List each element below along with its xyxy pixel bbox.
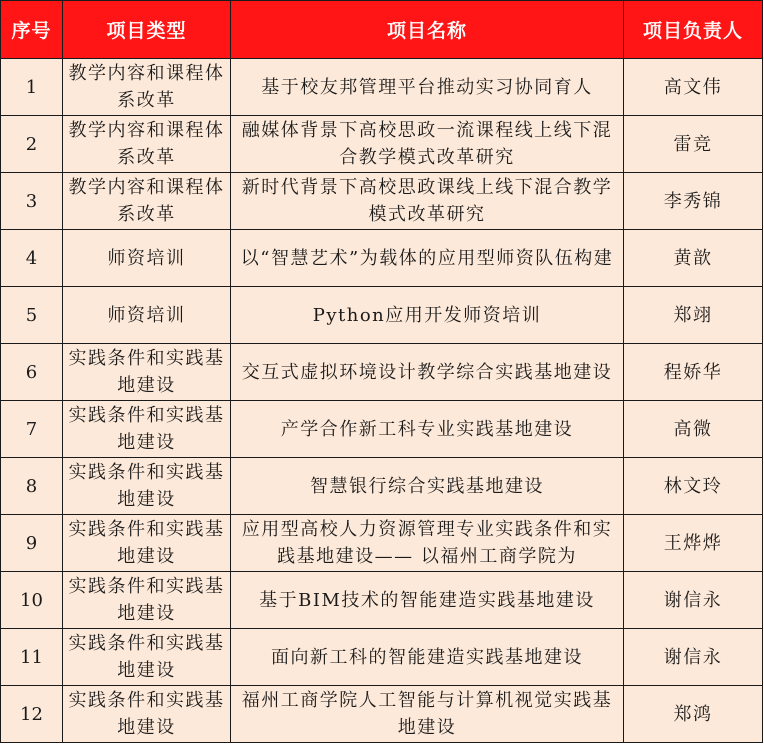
cell-name: 产学合作新工科专业实践基地建设 — [231, 401, 624, 458]
cell-type: 实践条件和实践基地建设 — [63, 629, 231, 686]
table-row — [1, 59, 763, 116]
header-lead: 项目负责人 — [624, 1, 763, 59]
cell-name: 福州工商学院人工智能与计算机视觉实践基地建设 — [231, 686, 624, 743]
table-row — [1, 629, 763, 686]
table-body — [1, 59, 763, 743]
cell-name: 基于校友邦管理平台推动实习协同育人 — [231, 59, 624, 116]
cell-lead: 高文伟 — [624, 59, 763, 116]
cell-lead: 雷竞 — [624, 116, 763, 173]
cell-no: 12 — [1, 686, 63, 743]
table-row — [1, 344, 763, 401]
cell-type: 实践条件和实践基地建设 — [63, 686, 231, 743]
cell-no: 5 — [1, 287, 63, 344]
cell-no: 3 — [1, 173, 63, 230]
table-row — [1, 401, 763, 458]
cell-lead: 郑鸿 — [624, 686, 763, 743]
cell-no: 11 — [1, 629, 63, 686]
cell-lead: 谢信永 — [624, 572, 763, 629]
cell-lead: 程娇华 — [624, 344, 763, 401]
cell-lead: 王烨烨 — [624, 515, 763, 572]
cell-type: 教学内容和课程体系改革 — [63, 116, 231, 173]
table-row — [1, 458, 763, 515]
cell-name: 面向新工科的智能建造实践基地建设 — [231, 629, 624, 686]
cell-no: 10 — [1, 572, 63, 629]
cell-no: 7 — [1, 401, 63, 458]
cell-name: 交互式虚拟环境设计教学综合实践基地建设 — [231, 344, 624, 401]
cell-type: 师资培训 — [63, 287, 231, 344]
cell-no: 1 — [1, 59, 63, 116]
cell-no: 6 — [1, 344, 63, 401]
cell-name: 以“智慧艺术”为载体的应用型师资队伍构建 — [231, 230, 624, 287]
cell-lead: 林文玲 — [624, 458, 763, 515]
cell-no: 4 — [1, 230, 63, 287]
cell-lead: 李秀锦 — [624, 173, 763, 230]
cell-type: 教学内容和课程体系改革 — [63, 173, 231, 230]
cell-type: 实践条件和实践基地建设 — [63, 572, 231, 629]
cell-name: 智慧银行综合实践基地建设 — [231, 458, 624, 515]
cell-lead: 高微 — [624, 401, 763, 458]
cell-name: 新时代背景下高校思政课线上线下混合教学模式改革研究 — [231, 173, 624, 230]
cell-type: 实践条件和实践基地建设 — [63, 401, 231, 458]
cell-type: 师资培训 — [63, 230, 231, 287]
cell-name: 融媒体背景下高校思政一流课程线上线下混合教学模式改革研究 — [231, 116, 624, 173]
cell-type: 实践条件和实践基地建设 — [63, 344, 231, 401]
cell-lead: 郑翊 — [624, 287, 763, 344]
table-row — [1, 287, 763, 344]
cell-no: 9 — [1, 515, 63, 572]
header-row — [1, 1, 763, 59]
table-row — [1, 230, 763, 287]
table-row — [1, 572, 763, 629]
cell-no: 2 — [1, 116, 63, 173]
cell-type: 教学内容和课程体系改革 — [63, 59, 231, 116]
table-row — [1, 173, 763, 230]
cell-no: 8 — [1, 458, 63, 515]
cell-lead: 黄歆 — [624, 230, 763, 287]
header-no: 序号 — [1, 1, 63, 59]
header-type: 项目类型 — [63, 1, 231, 59]
cell-name: 基于BIM技术的智能建造实践基地建设 — [231, 572, 624, 629]
cell-name: 应用型高校人力资源管理专业实践条件和实践基地建设—— 以福州工商学院为 — [231, 515, 624, 572]
cell-type: 实践条件和实践基地建设 — [63, 458, 231, 515]
table-row — [1, 686, 763, 743]
table-row — [1, 116, 763, 173]
header-name: 项目名称 — [231, 1, 624, 59]
table-row — [1, 515, 763, 572]
cell-name: Python应用开发师资培训 — [231, 287, 624, 344]
cell-type: 实践条件和实践基地建设 — [63, 515, 231, 572]
table-header — [1, 1, 763, 59]
cell-lead: 谢信永 — [624, 629, 763, 686]
